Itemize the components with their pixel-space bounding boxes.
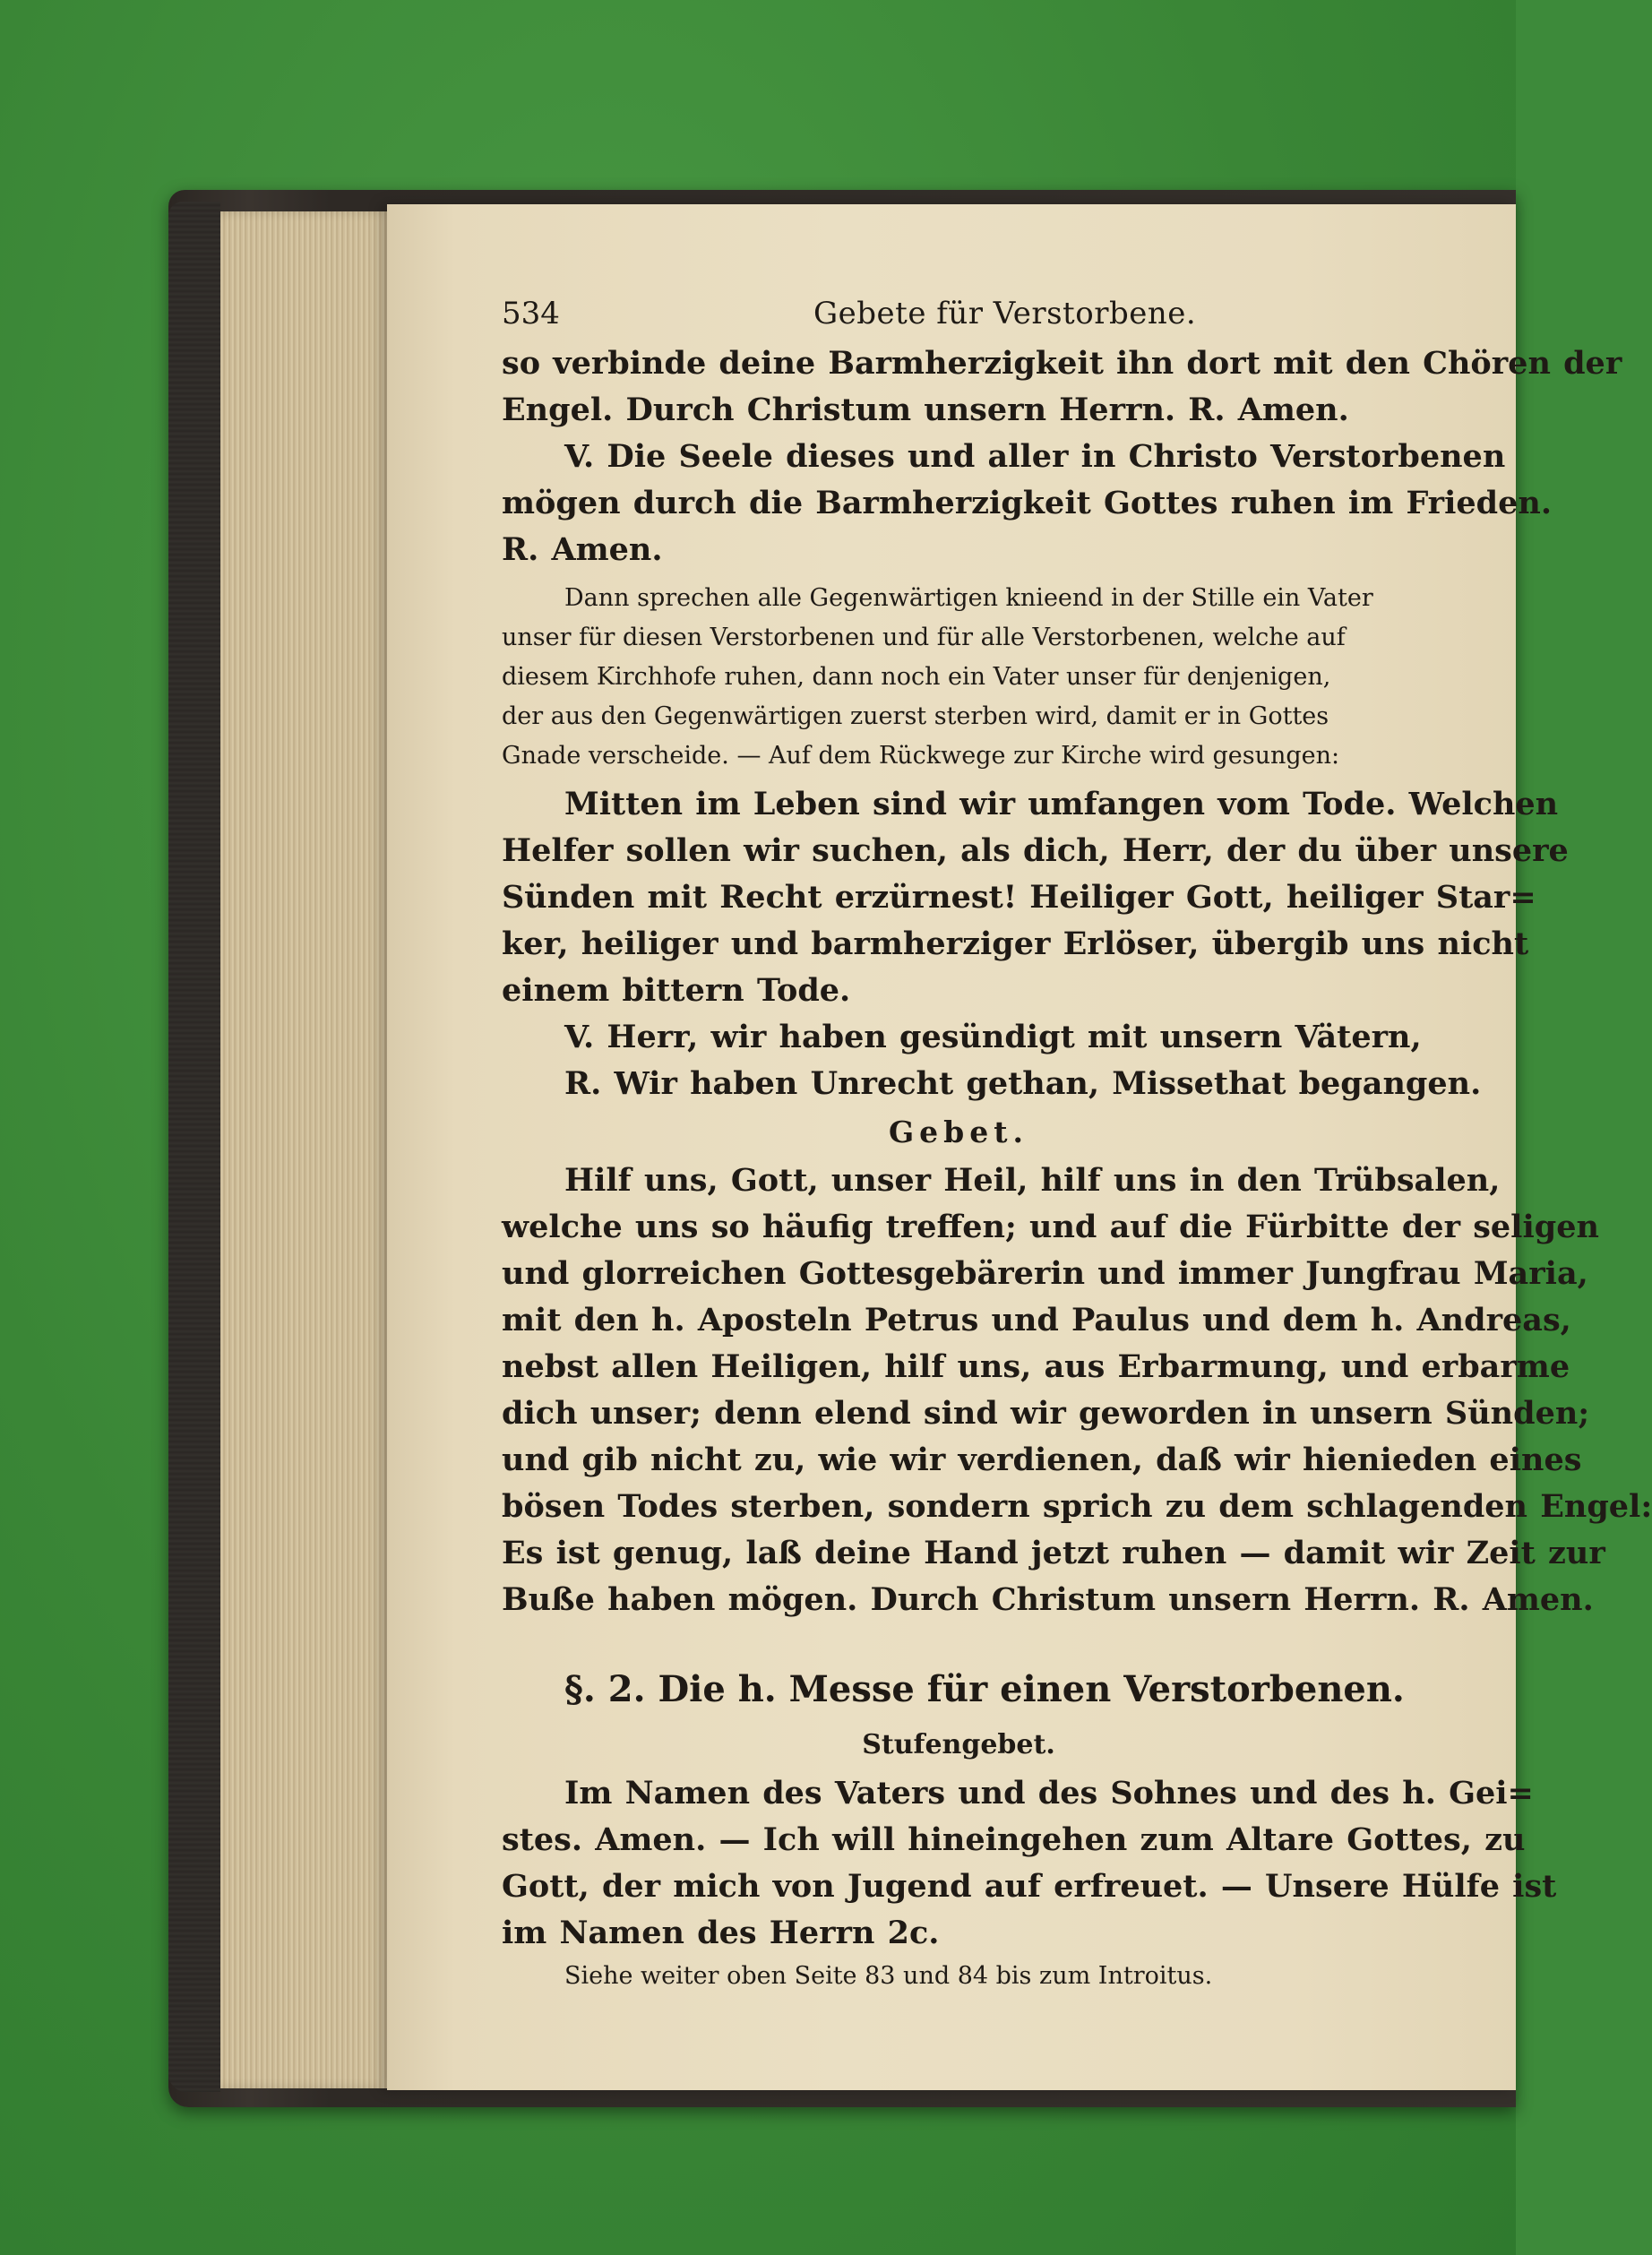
paragraph-media-vita: [502, 781, 1569, 1107]
paragraph-committal-end: [502, 340, 1622, 573]
text-line: stes. Amen. — Ich will hineingehen zum Altare Gottes, zu: [502, 1821, 1526, 1858]
text-line: Gott, der mich von Jugend auf erfreuet. — Unsere Hülfe ist: [502, 1868, 1557, 1905]
text-line: Hilf uns, Gott, unser Heil, hilf uns in den Trübsalen,: [564, 1162, 1501, 1199]
rubric-line: Gnade verscheide. — Auf dem Rückwege zur Kirche wird gesungen:: [502, 742, 1340, 770]
text-line: Buße haben mögen. Durch Christum unsern Herrn. R. Amen.: [502, 1581, 1594, 1618]
book-spine: [168, 202, 220, 2092]
running-title: Gebete für Verstorbene.: [813, 296, 1197, 331]
text-line: mit den h. Aposteln Petrus und Paulus und dem h. Andreas,: [502, 1302, 1571, 1338]
text-line: Helfer sollen wir suchen, als dich, Herr, der du über unsere: [502, 832, 1569, 869]
text-line: Engel. Durch Christum unsern Herrn. R. Amen.: [502, 392, 1349, 428]
text-line: und glorreichen Gottesgebärerin und immer Jungfrau Maria,: [502, 1255, 1588, 1292]
text-line: welche uns so häufig treffen; und auf die Fürbitte der seligen: [502, 1209, 1599, 1245]
paragraph-stufengebet: [502, 1770, 1557, 1957]
page-text: [502, 287, 1652, 1996]
text-line: Im Namen des Vaters und des Sohnes und des h. Gei=: [564, 1775, 1534, 1812]
page-header: [502, 287, 1415, 340]
text-line: R. Amen.: [502, 531, 663, 568]
rubric-line: Dann sprechen alle Gegenwärtigen knieend in der Stille ein Vater: [564, 584, 1373, 612]
text-line: ker, heiliger und barmherziger Erlöser, übergib uns nicht: [502, 925, 1529, 962]
rubric-instruction: [502, 579, 1415, 776]
text-line: mögen durch die Barmherzigkeit Gottes ruhen im Frieden.: [502, 485, 1553, 521]
rubric-line: der aus den Gegenwärtigen zuerst sterben wird, damit er in Gottes: [502, 702, 1329, 730]
rubric-line: diesem Kirchhofe ruhen, dann noch ein Vater unser für denjenigen,: [502, 663, 1331, 691]
text-line: einem bittern Tode.: [502, 972, 851, 1009]
text-line: Mitten im Leben sind wir umfangen vom Tode. Welchen: [564, 786, 1559, 822]
text-line: V. Die Seele dieses und aller in Christo Verstorbenen: [564, 438, 1506, 475]
paragraph-prayer: [502, 1158, 1652, 1623]
text-line: R. Wir haben Unrecht gethan, Missethat begangen.: [564, 1065, 1482, 1102]
text-line: und gib nicht zu, wie wir verdienen, daß wir hienieden eines: [502, 1442, 1582, 1478]
page-edges: [220, 211, 400, 2088]
text-line: bösen Todes sterben, sondern sprich zu dem schlagenden Engel:: [502, 1488, 1652, 1525]
text-line: nebst allen Heiligen, hilf uns, aus Erbarmung, und erbarme: [502, 1348, 1570, 1385]
text-line: Es ist genug, laß deine Hand jetzt ruhen — damit wir Zeit zur: [502, 1535, 1605, 1571]
page-number: 534: [502, 296, 560, 331]
text-line: im Namen des Herrn 2c.: [502, 1915, 940, 1951]
text-line: so verbinde deine Barmherzigkeit ihn dort mit den Chören der: [502, 345, 1622, 382]
rubric-line: unser für diesen Verstorbenen und für alle Verstorbenen, welche auf: [502, 624, 1346, 651]
section-title: §. 2. Die h. Messe für einen Verstorbenen.: [564, 1668, 1405, 1710]
text-line: Sünden mit Recht erzürnest! Heiliger Gott, heiliger Star=: [502, 879, 1536, 916]
text-line: V. Herr, wir haben gesündigt mit unsern Vätern,: [564, 1019, 1422, 1055]
gebet-heading: Gebet.: [889, 1115, 1028, 1149]
stufengebet-heading: Stufengebet.: [862, 1729, 1055, 1760]
text-line: dich unser; denn elend sind wir geworden in unsern Sünden;: [502, 1395, 1590, 1432]
footnote: Siehe weiter oben Seite 83 und 84 bis zum Introitus.: [564, 1962, 1213, 1990]
